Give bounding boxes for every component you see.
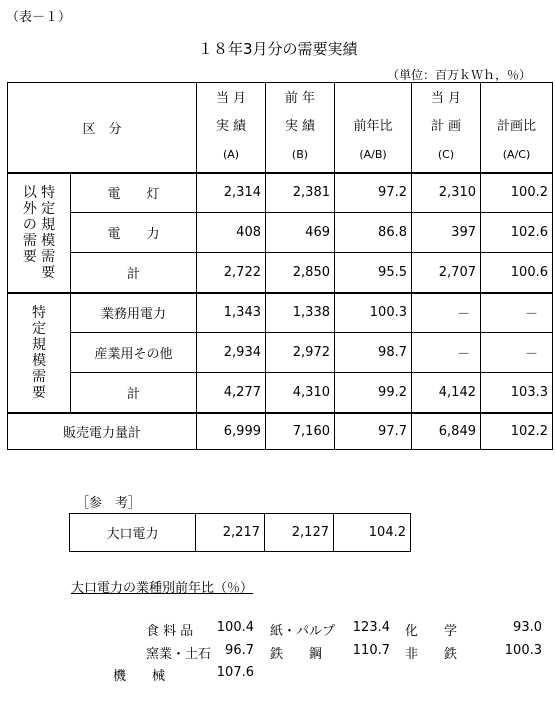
breakdown-item-name: 鉄 鋼 [270, 647, 323, 662]
breakdown-title: 大口電力の業種別前年比（％） [71, 581, 254, 596]
header-b: 前 年 実 績 (B) [266, 83, 335, 173]
header-ac: 計画比 (A/C) [481, 83, 553, 173]
group1-label: 以外の需要 特定規模需要 [8, 173, 71, 293]
reference-label: ［参 考］ [76, 496, 142, 511]
breakdown-item-name: 化 学 [405, 624, 458, 639]
breakdown-item-name: 窯業・土石 [146, 647, 212, 662]
table-row: 計 4,277 4,310 99.2 4,142 103.3 [8, 373, 553, 413]
breakdown-item-name: 非 鉄 [405, 647, 458, 662]
group2-label: 特定規模需要 [8, 293, 71, 413]
table-row: 計 2,722 2,850 95.5 2,707 100.6 [8, 253, 553, 293]
breakdown-item-value: 93.0 [513, 620, 542, 635]
header-kubun: 区 分 [8, 83, 197, 173]
breakdown-item-value: 110.7 [352, 643, 390, 658]
breakdown-item-value: 107.6 [216, 665, 254, 680]
unit-note: （単位：百万ｋＷｈ，％） [387, 68, 532, 82]
table-header-row [8, 83, 553, 173]
table-row: 産業用その他 2,934 2,972 98.7 － － [8, 333, 553, 373]
table-row-total: 販売電力量計 6,999 7,160 97.7 6,849 102.2 [8, 413, 553, 450]
document-label: （表－１） [6, 10, 72, 25]
header-a: 当 月 実 績 (A) [197, 83, 266, 173]
demand-table [7, 82, 553, 450]
table-row: 電 力 408 469 86.8 397 102.6 [8, 213, 553, 253]
table-row: 特定規模需要 業務用電力 1,343 1,338 100.3 － － [8, 293, 553, 333]
header-c: 当 月 計 画 (C) [412, 83, 481, 173]
page-title: １８年3月分の需要実績 [198, 40, 358, 58]
table-row: 大口電力 2,217 2,127 104.2 [70, 514, 411, 552]
breakdown-item-value: 100.3 [504, 643, 542, 658]
breakdown-item-value: 96.7 [225, 643, 254, 658]
breakdown-item-value: 123.4 [352, 620, 390, 635]
header-ab: 前年比 (A/B) [335, 83, 412, 173]
breakdown-item-name: 食 料 品 [146, 624, 194, 639]
table-row: 以外の需要 特定規模需要 電 灯 2,314 2,381 97.2 2,310 100.2 [8, 173, 553, 213]
reference-table [69, 513, 411, 552]
breakdown-item-value: 100.4 [216, 620, 254, 635]
breakdown-item-name: 紙・パルプ [270, 624, 336, 639]
breakdown-item-name: 機 械 [113, 669, 166, 684]
